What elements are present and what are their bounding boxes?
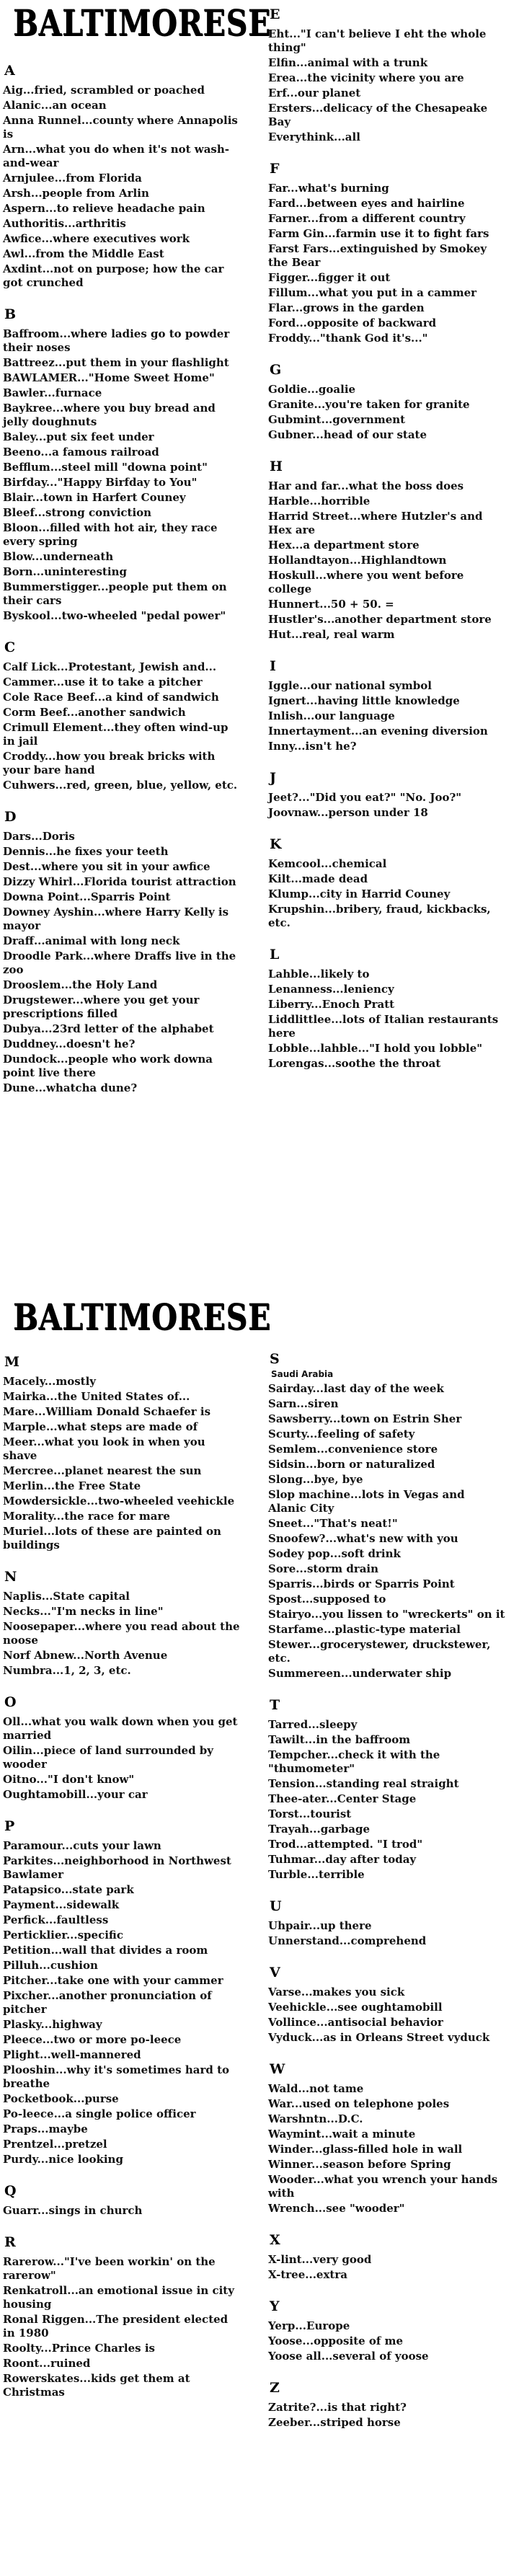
glossary-entry: Mowdersickle...two-wheeled veehickle [3, 1495, 235, 1508]
glossary-entry: Droodle Park...where Draffs live in the zoo [3, 950, 236, 976]
glossary-entry: Winder...glass-filled hole in wall [268, 2143, 463, 2156]
glossary-entry: Petition...wall that divides a room [3, 1944, 208, 1957]
glossary-entry: Downa Point...Sparris Point [3, 890, 171, 903]
glossary-entry: Kemcool...chemical [268, 857, 387, 870]
glossary-entry: Renkatroll...an emotional issue in city housing [3, 2284, 234, 2311]
glossary-entry: Baykree...where you buy bread and jelly doughnuts [3, 402, 216, 428]
glossary-entry: Pitcher...take one with your cammer [3, 1974, 223, 1987]
glossary-entry: Arsh...people from Arlin [3, 187, 149, 200]
glossary-entry: Ford...opposite of backward [268, 317, 437, 329]
right-column [268, 1350, 506, 2446]
glossary-entry: Hunnert...50 + 50. = [268, 598, 394, 611]
glossary-entry: Krupshin...bribery, fraud, kickbacks, etc. [268, 903, 491, 929]
glossary-entry: Liddlittlee...lots of Italian restaurants here [268, 1013, 499, 1040]
glossary-entry: Sawsberry...town on Estrin Sher [268, 1412, 462, 1425]
glossary-entry: Ignert...having little knowledge [268, 694, 460, 707]
glossary-entry: Merlin...the Free State [3, 1479, 141, 1492]
letter-section-h [268, 458, 506, 642]
glossary-entry: Oughtamobill...your car [3, 1788, 148, 1801]
glossary-entry: Roolty...Prince Charles is [3, 2342, 155, 2355]
letter-section-w [268, 2061, 506, 2216]
section-letter: P [4, 1818, 15, 1834]
letter-section-n [3, 1568, 241, 1678]
glossary-entry: Stairyo...you lissen to "wreckerts" on it [268, 1608, 505, 1621]
handwritten-note: Saudi Arabia [271, 1369, 334, 1379]
glossary-entry: Macely...mostly [3, 1375, 97, 1388]
glossary-entry: Mercree...planet nearest the sun [3, 1464, 202, 1477]
glossary-entry: Sarn...siren [268, 1397, 339, 1410]
glossary-entry: Sparris...birds or Sparris Point [268, 1577, 455, 1590]
glossary-entry: Alanic...an ocean [3, 99, 107, 112]
glossary-entry: Born...uninteresting [3, 565, 127, 578]
glossary-entry: Axdint...not on purpose; how the car got crunched [3, 262, 224, 289]
glossary-entry: Kilt...made dead [268, 872, 368, 885]
letter-section-r [3, 2234, 241, 2399]
glossary-entry: Duddney...doesn't he? [3, 1037, 136, 1050]
glossary-entry: Byskool...two-wheeled "pedal power" [3, 609, 226, 622]
glossary-entry: Bummerstigger...people put them on their cars [3, 580, 227, 607]
letter-section-o [3, 1694, 241, 1802]
section-letter: Z [270, 2380, 280, 2396]
section-letter: V [270, 1965, 280, 1980]
glossary-entry: Varse...makes you sick [268, 1986, 405, 1999]
glossary-entry: Dennis...he fixes your teeth [3, 845, 169, 858]
glossary-entry: Oitno..."I don't know" [3, 1773, 135, 1786]
glossary-entry: Blair...town in Harfert Couney [3, 491, 186, 504]
glossary-entry: Perticklier...specific [3, 1929, 123, 1942]
section-letter: N [4, 1569, 17, 1585]
glossary-entry: Hustler's...another department store [268, 613, 492, 626]
glossary-entry: Dest...where you sit in your awfice [3, 860, 210, 873]
glossary-entry: Patapsico...state park [3, 1883, 134, 1896]
glossary-entry: Aspern...to relieve headache pain [3, 202, 205, 215]
glossary-entry: Lorengas...soothe the throat [268, 1057, 441, 1070]
glossary-entry: Hoskull...where you went before college [268, 569, 464, 596]
section-letter: F [270, 161, 280, 177]
glossary-entry: Marple...what steps are made of [3, 1420, 198, 1433]
glossary-entry: Croddy...how you break bricks with your bare hand [3, 750, 216, 776]
glossary-entry: Naplis...State capital [3, 1590, 130, 1603]
glossary-entry: Sidsin...born or naturalized [268, 1458, 435, 1471]
letter-section-v [268, 1964, 506, 2045]
glossary-entry: Cammer...use it to take a pitcher [3, 676, 203, 689]
glossary-entry: Iggle...our national symbol [268, 679, 432, 692]
glossary-entry: Baffroom...where ladies go to powder their noses [3, 327, 230, 354]
glossary-entry: Bloon...filled with hot air, they race every spring [3, 521, 218, 548]
glossary-entry: Baley...put six feet under [3, 430, 154, 443]
glossary-entry: Praps...maybe [3, 2123, 88, 2135]
glossary-entry: Hollandtayon...Highlandtown [268, 554, 447, 567]
glossary-entry: Bawler...furnace [3, 386, 102, 399]
glossary-entry: Slop machine...lots in Vegas and Alanic City [268, 1488, 465, 1515]
section-letter: A [4, 63, 15, 79]
section-letter: C [4, 639, 16, 655]
glossary-entry: Winner...season before Spring [268, 2158, 451, 2171]
letter-section-g [268, 361, 506, 442]
glossary-entry: Dubya...23rd letter of the alphabet [3, 1022, 214, 1035]
letter-section-m [3, 1353, 241, 1552]
letter-section-u [268, 1898, 506, 1948]
glossary-entry: Sairday...last day of the week [268, 1382, 444, 1395]
glossary-entry: Dizzy Whirl...Florida tourist attraction [3, 875, 236, 888]
glossary-entry: Farm Gin...farmin use it to fight fars [268, 227, 489, 240]
glossary-entry: Vyduck...as in Orleans Street vyduck [268, 2031, 490, 2044]
glossary-entry: Slong...bye, bye [268, 1473, 363, 1486]
glossary-entry: Wooder...what you wrench your hands with [268, 2173, 498, 2200]
glossary-entry: Semlem...convenience store [268, 1443, 438, 1456]
glossary-entry: Starfame...plastic-type material [268, 1623, 461, 1636]
glossary-entry: Scurty...feeling of safety [268, 1428, 415, 1440]
glossary-entry: Sneet..."That's neat!" [268, 1517, 398, 1530]
section-letter: S [270, 1351, 280, 1367]
glossary-entry: Noosepaper...where you read about the noose [3, 1620, 240, 1647]
glossary-entry: Morality...the race for mare [3, 1510, 170, 1523]
section-letter: H [270, 459, 283, 474]
section-letter: J [270, 770, 276, 786]
glossary-entry: Battreez...put them in your flashlight [3, 356, 229, 369]
glossary-entry: Cole Race Beef...a kind of sandwich [3, 691, 219, 704]
letter-section-x [268, 2231, 506, 2282]
letter-section-z [268, 2379, 506, 2430]
glossary-entry: Downey Ayshin...where Harry Kelly is mayor [3, 906, 229, 932]
glossary-entry: Jeet?..."Did you eat?" "No. Joo?" [268, 791, 462, 804]
glossary-entry: Dundock...people who work downa point live there [3, 1053, 213, 1079]
glossary-entry: Tempcher...check it with the "thumometer" [268, 1748, 440, 1775]
glossary-entry: Figger...figger it out [268, 271, 391, 284]
glossary-entry: Warshntn...D.C. [268, 2112, 363, 2125]
glossary-entry: Stewer...grocerystewer, druckstewer, etc. [268, 1638, 491, 1665]
glossary-entry: X-lint...very good [268, 2253, 372, 2266]
glossary-entry: Bleef...strong conviction [3, 506, 152, 519]
glossary-entry: Birfday..."Happy Birfday to You" [3, 476, 198, 489]
glossary-entry: Pilluh...cushion [3, 1959, 98, 1972]
glossary-entry: Farst Fars...extinguished by Smokey the Bear [268, 242, 487, 269]
glossary-entry: BAWLAMER..."Home Sweet Home" [3, 371, 215, 384]
glossary-entry: Fard...between eyes and hairline [268, 197, 465, 210]
glossary-entry: Mare...William Donald Schaefer is [3, 1405, 211, 1418]
left-column [3, 1353, 241, 2415]
glossary-entry: Ersters...delicacy of the Chesapeake Bay [268, 102, 488, 128]
glossary-entry: Liberry...Enoch Pratt [268, 998, 395, 1011]
letter-section-e [268, 6, 506, 144]
glossary-entry: Drugstewer...where you get your prescriptions filled [3, 993, 200, 1020]
glossary-entry: Ronal Riggen...The president elected in 1980 [3, 2313, 229, 2340]
section-letter: G [270, 362, 282, 378]
glossary-entry: Payment...sidewalk [3, 1898, 120, 1911]
glossary-entry: Snoofew?...what's new with you [268, 1532, 458, 1545]
letter-section-q [3, 2182, 241, 2218]
section-letter: E [270, 6, 280, 22]
letter-section-b [3, 306, 241, 623]
glossary-entry: Arn...what you do when it's not wash-and-wear [3, 143, 230, 169]
glossary-entry: Plooshin...why it's sometimes hard to breathe [3, 2063, 229, 2090]
glossary-entry: Innertayment...an evening diversion [268, 725, 488, 738]
left-column [3, 62, 241, 1111]
glossary-entry: Purdy...nice looking [3, 2153, 123, 2166]
letter-section-a [3, 62, 241, 290]
glossary-entry: Veehickle...see oughtamobill [268, 2001, 443, 2014]
glossary-entry: Zatrite?...is that right? [268, 2401, 407, 2414]
glossary-entry: Harrid Street...where Hutzler's and Hex are [268, 510, 483, 536]
glossary-entry: Anna Runnel...county where Annapolis is [3, 114, 238, 141]
section-letter: Q [4, 2183, 17, 2199]
glossary-entry: Summereen...underwater ship [268, 1667, 452, 1680]
glossary-entry: Plasky...highway [3, 2018, 102, 2031]
glossary-entry: Inny...isn't he? [268, 740, 357, 753]
glossary-entry: Muriel...lots of these are painted on buildings [3, 1525, 221, 1552]
glossary-entry: Tuhmar...day after today [268, 1853, 417, 1866]
glossary-entry: Roont...ruined [3, 2357, 91, 2370]
glossary-entry: Mairka...the United States of... [3, 1390, 190, 1403]
glossary-entry: Lenanness...leniency [268, 983, 394, 996]
glossary-entry: Oll...what you walk down when you get married [3, 1715, 238, 1742]
section-letter: U [270, 1898, 282, 1914]
glossary-entry: Joovnaw...person under 18 [268, 806, 428, 819]
glossary-entry: Klump...city in Harrid Couney [268, 888, 451, 900]
glossary-entry: X-tree...extra [268, 2268, 347, 2281]
glossary-entry: Tension...standing real straight [268, 1777, 459, 1790]
glossary-entry: Trod...attempted. "I trod" [268, 1838, 423, 1851]
glossary-entry: Fillum...what you put in a cammer [268, 286, 477, 299]
glossary-entry: Unnerstand...comprehend [268, 1934, 427, 1947]
page-1 [0, 0, 519, 1283]
glossary-entry: Harble...horrible [268, 495, 371, 508]
letter-section-j [268, 769, 506, 820]
glossary-entry: Yoose all...several of yoose [268, 2350, 429, 2363]
glossary-entry: Erf...our planet [268, 87, 361, 99]
section-letter: K [270, 836, 282, 852]
glossary-entry: Yoose...opposite of me [268, 2334, 403, 2347]
glossary-entry: Gubmint...government [268, 413, 406, 426]
section-letter: L [270, 947, 280, 962]
glossary-entry: Befflum...steel mill "downa point" [3, 461, 208, 474]
glossary-entry: Spost...supposed to [268, 1593, 386, 1606]
glossary-entry: Necks..."I'm necks in line" [3, 1605, 164, 1618]
letter-section-i [268, 658, 506, 753]
section-letter: R [4, 2234, 16, 2250]
section-letter: O [4, 1694, 17, 1710]
glossary-entry: Dars...Doris [3, 830, 75, 843]
glossary-entry: Trayah...garbage [268, 1823, 371, 1836]
letter-section-p [3, 1818, 241, 2166]
glossary-entry: Awl...from the Middle East [3, 247, 164, 260]
glossary-entry: Gubner...head of our state [268, 428, 427, 441]
section-letter: D [4, 809, 17, 825]
glossary-entry: Hex...a department store [268, 539, 420, 552]
section-letter: X [270, 2232, 280, 2248]
letter-section-y [268, 2298, 506, 2363]
glossary-entry: Yerp...Europe [268, 2319, 350, 2332]
glossary-entry: Dune...whatcha dune? [3, 1081, 138, 1094]
glossary-entry: Everythink...all [268, 130, 360, 143]
masthead: BALTIMORESE [13, 1296, 271, 1338]
glossary-entry: Calf Lick...Protestant, Jewish and... [3, 660, 217, 673]
glossary-entry: Rowerskates...kids get them at Christmas [3, 2372, 190, 2399]
glossary-entry: Sodey pop...soft drink [268, 1547, 401, 1560]
glossary-entry: Sore...storm drain [268, 1562, 379, 1575]
section-letter: M [4, 1354, 20, 1370]
glossary-entry: Zeeber...striped horse [268, 2416, 401, 2429]
glossary-entry: Lahble...likely to [268, 968, 370, 981]
page-2 [0, 1294, 519, 2576]
glossary-entry: Torst...tourist [268, 1807, 352, 1820]
glossary-entry: Wald...not tame [268, 2082, 364, 2095]
glossary-entry: Turble...terrible [268, 1868, 365, 1881]
glossary-entry: Parkites...neighborhood in Northwest Bawlamer [3, 1854, 231, 1881]
glossary-entry: Perfick...faultless [3, 1913, 109, 1926]
glossary-entry: Vollince...antisocial behavior [268, 2016, 443, 2029]
section-letter: T [270, 1697, 280, 1713]
glossary-entry: War...used on telephone poles [268, 2097, 450, 2110]
glossary-entry: Plight...well-mannered [3, 2048, 141, 2061]
glossary-entry: Meer...what you look in when you shave [3, 1435, 205, 1462]
glossary-entry: Corm Beef...another sandwich [3, 706, 186, 719]
glossary-entry: Elfin...animal with a trunk [268, 56, 428, 69]
glossary-entry: Authoritis...arthritis [3, 217, 126, 230]
glossary-entry: Numbra...1, 2, 3, etc. [3, 1664, 131, 1677]
letter-section-f [268, 160, 506, 345]
glossary-entry: Lobble...lahble..."I hold you lobble" [268, 1042, 483, 1055]
letter-section-t [268, 1696, 506, 1882]
masthead: BALTIMORESE [13, 1, 271, 44]
glossary-entry: Pixcher...another pronunciation of pitcher [3, 1989, 212, 2016]
glossary-entry: Oilin...piece of land surrounded by wooder [3, 1744, 213, 1771]
glossary-entry: Awfice...where executives work [3, 232, 190, 245]
glossary-entry: Froddy..."thank God it's..." [268, 332, 428, 345]
glossary-entry: Erea...the vicinity where you are [268, 71, 464, 84]
glossary-entry: Draff...animal with long neck [3, 934, 180, 947]
glossary-entry: Thee-ater...Center Stage [268, 1792, 417, 1805]
glossary-entry: Pocketbook...purse [3, 2092, 119, 2105]
glossary-entry: Crimull Element...they often wind-up in jail [3, 721, 229, 748]
glossary-entry: Prentzel...pretzel [3, 2138, 107, 2151]
glossary-entry: Waymint...wait a minute [268, 2128, 416, 2141]
glossary-entry: Paramour...cuts your lawn [3, 1839, 161, 1852]
glossary-entry: Eht..."I can't believe I eht the whole thing" [268, 27, 487, 54]
letter-section-k [268, 836, 506, 930]
glossary-entry: Blow...underneath [3, 550, 114, 563]
glossary-entry: Far...what's burning [268, 182, 389, 195]
glossary-entry: Beeno...a famous railroad [3, 446, 159, 459]
section-letter: Y [270, 2298, 280, 2314]
glossary-entry: Hut...real, real warm [268, 628, 395, 641]
glossary-entry: Inlish...our language [268, 709, 395, 722]
glossary-entry: Tarred...sleepy [268, 1718, 358, 1731]
glossary-entry: Rarerow..."I've been workin' on the rarerow" [3, 2255, 216, 2282]
glossary-entry: Granite...you're taken for granite [268, 398, 470, 411]
glossary-entry: Aig...fried, scrambled or poached [3, 84, 205, 97]
glossary-entry: Cuhwers...red, green, blue, yellow, etc. [3, 779, 238, 792]
letter-section-d [3, 808, 241, 1095]
glossary-entry: Arnjulee...from Florida [3, 172, 142, 185]
section-letter: B [4, 306, 17, 322]
glossary-entry: Tawilt...in the baffroom [268, 1733, 411, 1746]
glossary-entry: Flar...grows in the garden [268, 301, 425, 314]
glossary-entry: Norf Abnew...North Avenue [3, 1649, 168, 1662]
right-column [268, 6, 506, 1086]
glossary-entry: Farner...from a different country [268, 212, 466, 225]
letter-section-c [3, 639, 241, 792]
letter-section-l [268, 946, 506, 1071]
glossary-entry: Har and far...what the boss does [268, 479, 464, 492]
glossary-entry: Uhpair...up there [268, 1919, 372, 1932]
glossary-entry: Pleece...two or more po-leece [3, 2033, 182, 2046]
section-letter: I [270, 658, 276, 674]
glossary-entry: Wrench...see "wooder" [268, 2202, 405, 2215]
glossary-entry: Po-leece...a single police officer [3, 2107, 196, 2120]
section-letter: W [270, 2061, 285, 2077]
glossary-entry: Drooslem...the Holy Land [3, 978, 158, 991]
glossary-entry: Goldie...goalie [268, 383, 356, 396]
glossary-entry: Guarr...sings in church [3, 2204, 143, 2217]
letter-section-s [268, 1350, 506, 1681]
